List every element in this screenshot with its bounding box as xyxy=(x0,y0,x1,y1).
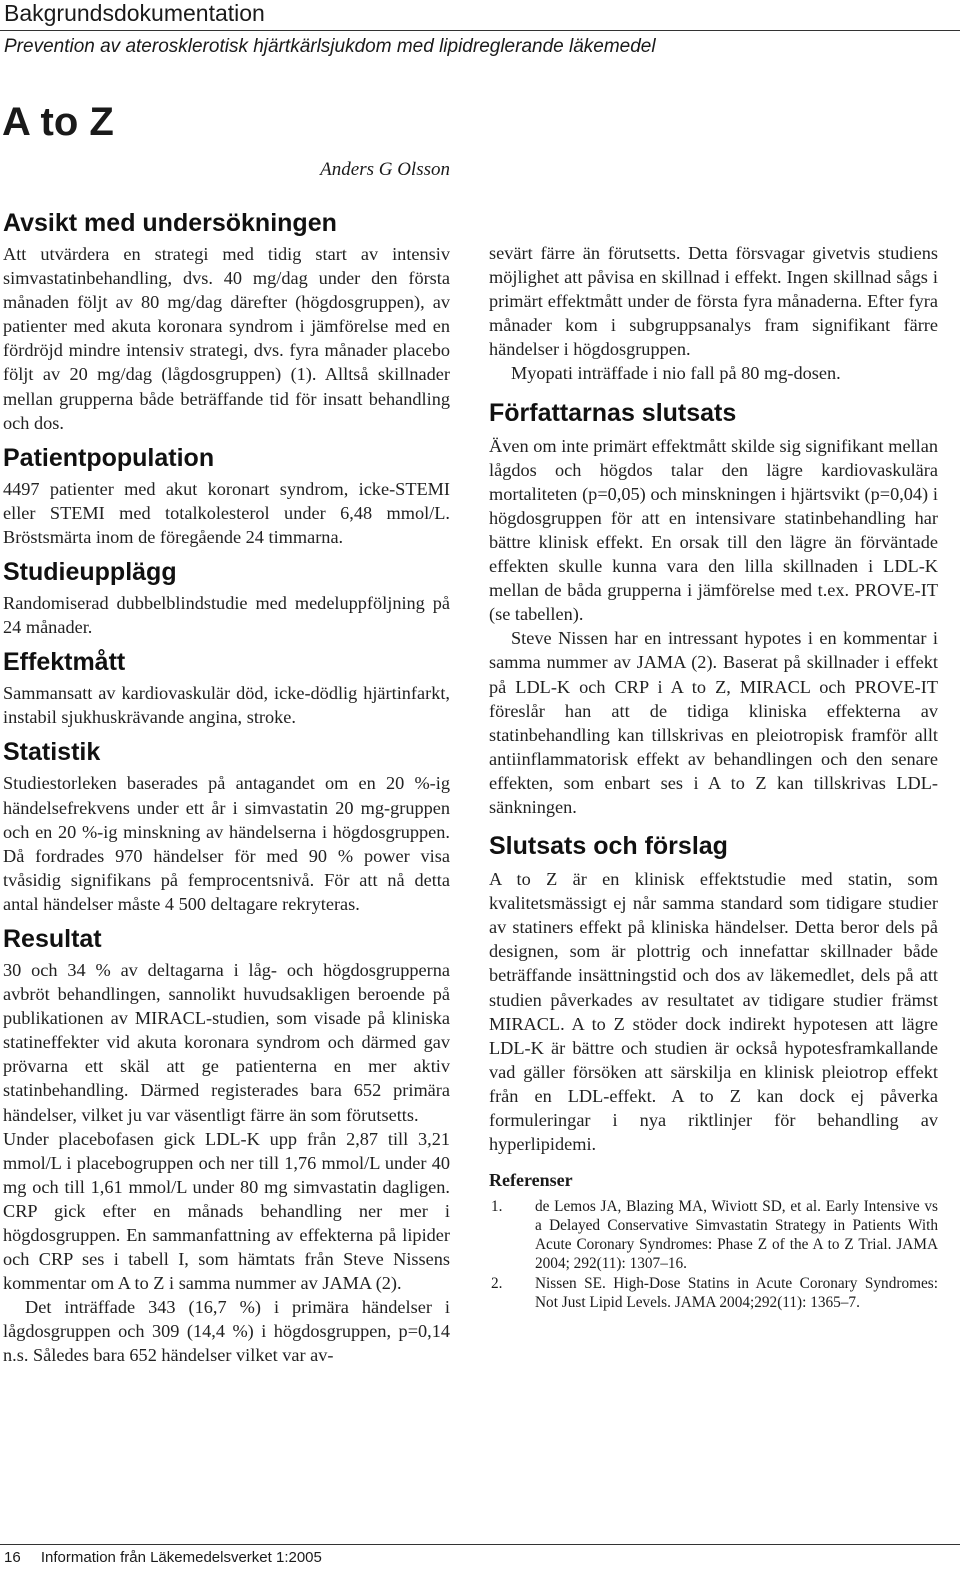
section-text-patientpopulation: 4497 patienter med akut koronart syndrom, icke-STEMI eller STEMI med totalkolesterol under 6,48 mmol/L. Bröstsmärta inom de föregående 24 timmarna. xyxy=(3,478,450,547)
reference-number: 1. xyxy=(491,1198,503,1216)
section-text-statistik: Studiestorleken baserades på antagandet om en 20 %-ig händelsefrekvens under ett år i simvastatin 20 mg-gruppen och en 20 %-ig minskning av händelserna i högdosgruppen. Då fordrades 970 händelser för med 90 % power visa tvåsidig signifikans på femprocentsnivå. För att nå detta antal händelser måste 4 500 deltagare rekryteras. xyxy=(3,773,450,914)
section-text-forfattarnas-slutsats-2: Steve Nissen har en intressant hypotes i en kommentar i samma nummer av JAMA (2). Baserat på skillnader i effekt på LDL-K och CRP i A to Z, MIRACL och PROVE-IT föreslår han att de tidiga kliniska effekterna av statinbehandling kan tillskrivas en pleiotropisk framför allt antiinflammatorisk effekt av behandlingen och den senare effekten, som enbart ses i A to Z kan tillskrivas LDL-sänkningen. xyxy=(489,628,938,817)
right-column xyxy=(489,241,938,1313)
running-header-subtitle: Prevention av aterosklerotisk hjärtkärlsjukdom med lipidreglerande läkemedel xyxy=(4,36,656,57)
reference-text: Nissen SE. High-Dose Statins in Acute Coronary Syndromes: Not Just Lipid Levels. JAMA 2004;292(11): 1365–7. xyxy=(535,1275,938,1312)
page-number: 16 xyxy=(4,1549,21,1566)
running-header-title: Bakgrundsdokumentation xyxy=(4,0,265,26)
section-heading-patientpopulation: Patientpopulation xyxy=(3,443,215,472)
page-footer xyxy=(4,1549,322,1566)
article-author: Anders G Olsson xyxy=(320,159,450,180)
continued-text: sevärt färre än förutsetts. Detta försvagar givetvis studiens möjlighet att påvisa en skillnad i effekt. Ingen skillnad sågs i primärt effektmått under de första fyra månaderna. Efter fyra månader kom i subgruppsanalys fram signifikant färre händelser i högdosgruppen. xyxy=(489,243,938,360)
myopathy-text: Myopati inträffade i nio fall på 80 mg-dosen. xyxy=(511,363,841,384)
section-heading-studieupplagg: Studieupplägg xyxy=(3,558,177,587)
section-text-resultat-1: 30 och 34 % av deltagarna i låg- och högdosgrupperna avbröt behandlingen, sannolikt huvudsakligen beroende på publikationen av MIRACL-studien, som visade på kliniska statineffekter vid akuta koronara syndrom och därmed gav prövarna ett skäl att ge patienterna en mer aktiv statinbehandling. Därmed registerades bara 652 primära händelser, vilket ju var väsentligt färre än som förutsetts. xyxy=(3,959,450,1125)
reference-number: 2. xyxy=(491,1275,503,1293)
section-heading-slutsats-forslag: Slutsats och förslag xyxy=(489,832,728,861)
reference-item xyxy=(489,1274,938,1312)
section-text-slutsats-forslag: A to Z är en klinisk effektstudie med statin, som kvalitetsmässigt ej når samma standard som tidigare studier av statiners effekt på kliniska händelser. Detta beror dels på designen, som är plottrig och innefattar skillnader både beträffande insättningstid och dos av läkemedlet, dels på att studien påverkades av resultatet av tidigare studier främst MIRACL. A to Z stöder dock indirekt hypotesen att lägre LDL-K är bättre och studien är också hypotesframkallande vad gäller försöken att särskilja en klinisk pleiotrop effekt från en LDL-effekt. A to Z kan dock ej påverka formuleringar i nya riktlinjer för behandling av hyperlipidemi. xyxy=(489,869,938,1155)
references-list xyxy=(489,1197,938,1312)
section-heading-statistik: Statistik xyxy=(3,738,101,767)
left-column xyxy=(3,206,450,1368)
section-text-forfattarnas-slutsats-1: Även om inte primärt effektmått skilde sig signifikant mellan lågdos och högdos talar den lägre kardiovaskulära mortaliteten (p=0,05) och minskningen i hjärtsvikt (p=0,04) i högdosgruppen för att en intensivare statinbehandling har bättre klinisk effekt. En orsak till den lägre än förväntade effekten skulle kunna vara den lilla skillnaden i LDL-K mellan de båda grupperna i jämförelse med t.ex. PROVE-IT (se tabellen). xyxy=(489,435,938,625)
section-text-effektmatt: Sammansatt av kardiovaskulär död, icke-dödlig hjärtinfarkt, instabil sjukhuskrävande angina, stroke. xyxy=(3,683,450,728)
section-text-studieupplagg: Randomiserad dubbelblindstudie med medeluppföljning på 24 månader. xyxy=(3,593,450,638)
references-heading: Referenser xyxy=(489,1170,573,1191)
footer-divider xyxy=(0,1544,960,1545)
reference-item xyxy=(489,1197,938,1273)
section-heading-forfattarnas-slutsats: Författarnas slutsats xyxy=(489,398,737,427)
section-text-resultat-2: Under placebofasen gick LDL-K upp från 2,87 till 3,21 mmol/L i placebogruppen och ner till 1,76 mmol/L under 40 mg och till 1,61 mmol/L under 80 mg simvastatin dagligen. CRP gick efter en månads behandling ner mer i högdosgruppen. En sammanfattning av effekterna på lipider och CRP ses i tabell I, som hämtats från Steve Nissens kommentar om A to Z i samma nummer av JAMA (2). xyxy=(3,1128,450,1294)
footer-source: Information från Läkemedelsverket 1:2005 xyxy=(40,1549,322,1566)
reference-text: de Lemos JA, Blazing MA, Wiviott SD, et al. Early Intensive vs a Delayed Conservative Simvastatin Strategy in Patients With Acute Coronary Syndromes: Phase Z of the A to Z Trial. JAMA 2004; 292(11): 1307–16. xyxy=(535,1198,938,1273)
section-heading-resultat: Resultat xyxy=(3,924,102,953)
section-text-avsikt: Att utvärdera en strategi med tidig start av intensiv simvastatinbehandling, dvs. 40 mg/dag under den första månaden följt av 80 mg/dag därefter (högdosgruppen), av patienter med akuta koronara syndrom i jämförelse med en fördröjd mindre intensiv strategi, dvs. fyra månader placebo följt av 20 mg/dag (lågdosgruppen) (1). Alltså skillnader mellan grupperna både beträffande tid för insatt behandling och dos. xyxy=(3,244,450,433)
article-title: A to Z xyxy=(2,100,114,144)
section-heading-avsikt: Avsikt med undersökningen xyxy=(3,209,337,237)
header-divider xyxy=(0,30,960,31)
section-text-resultat-3: Det inträffade 343 (16,7 %) i primära händelser i lågdosgruppen och 309 (14,4 %) i högdosgruppen, p=0,14 n.s. Således bara 652 händelser vilket var av- xyxy=(3,1297,450,1366)
section-heading-effektmatt: Effektmått xyxy=(3,648,126,677)
